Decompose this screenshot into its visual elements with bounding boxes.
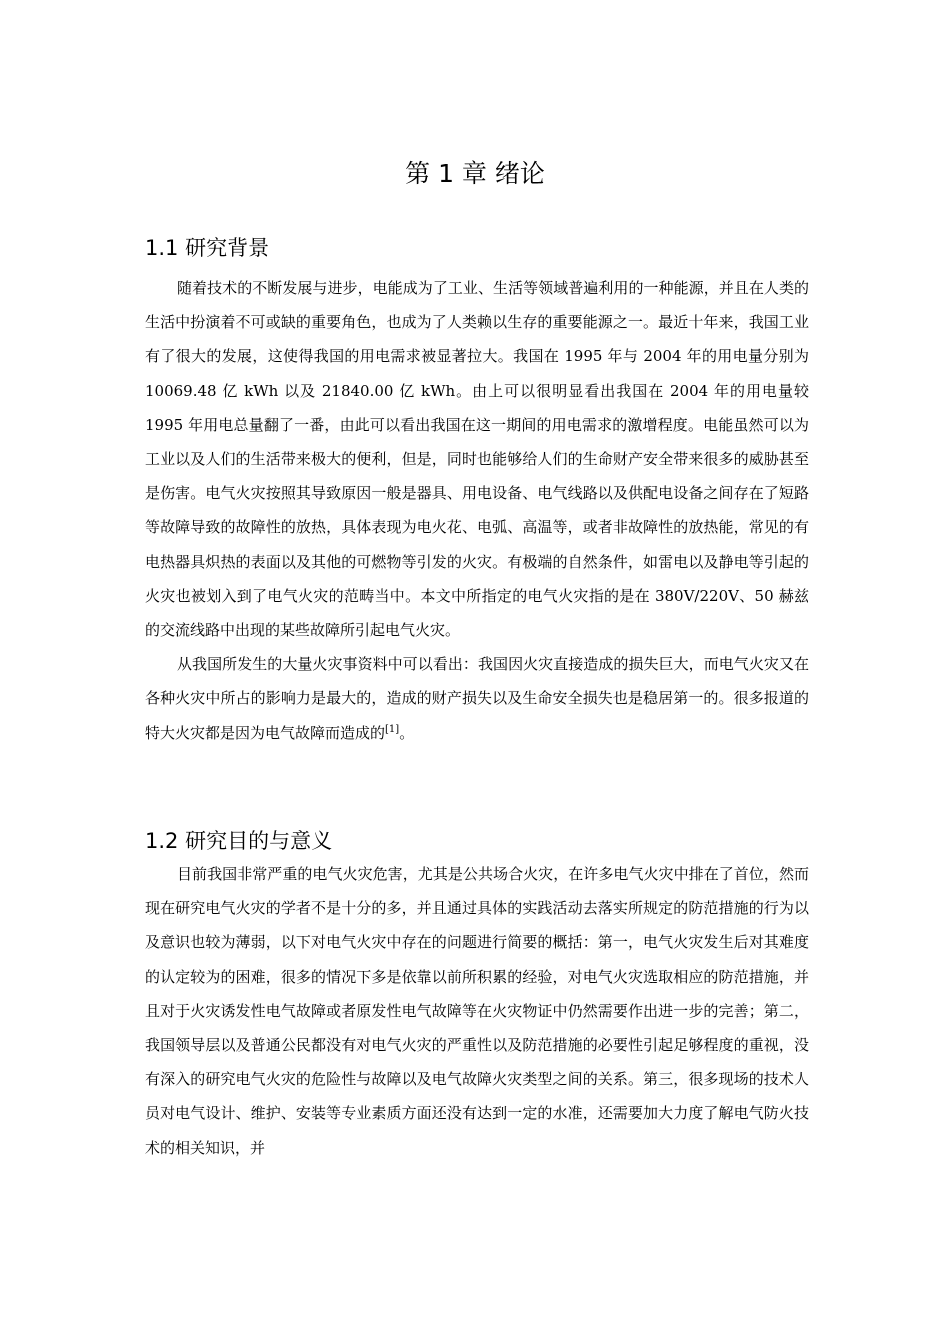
paragraph-tail: 。 [399, 723, 415, 742]
section-heading-purpose: 1.2 研究目的与意义 [145, 829, 333, 853]
chapter-title: 第 1 章 绪论 [405, 159, 545, 188]
paragraph [145, 647, 809, 750]
section-body-purpose [145, 857, 809, 1165]
citation-ref: [1] [385, 723, 400, 735]
paragraph: 目前我国非常严重的电气火灾危害，尤其是公共场合火灾，在许多电气火灾中排在了首位，然而现在研究电气火灾的学者不是十分的多，并且通过具体的实践活动去落实所规定的防范措施的行为以及意识也较为薄弱，以下对电气火灾中存在的问题进行简要的概括：第一，电气火灾发生后对其难度的认定较为的困难，很多的情况下多是依靠以前所积累的经验，对电气火灾选取相应的防范措施，并且对于火灾诱发性电气故障或者原发性电气故障等在火灾物证中仍然需要作出进一步的完善；第二，我国领导层以及普通公民都没有对电气火灾的严重性以及防范措施的必要性引起足够程度的重视，没有深入的研究电气火灾的危险性与故障以及电气故障火灾类型之间的关系。第三，很多现场的技术人员对电气设计、维护、安装等专业素质方面还没有达到一定的水准，还需要加大力度了解电气防火技术的相关知识，并 [145, 865, 809, 1157]
paragraph-text: 从我国所发生的大量火灾事资料中可以看出：我国因火灾直接造成的损失巨大，而电气火灾又在各种火灾中所占的影响力是最大的，造成的财产损失以及生命安全损失也是稳居第一的。很多报道的特大火灾都是因为电气故障而造成的 [145, 655, 809, 742]
section-heading-background: 1.1 研究背景 [145, 236, 270, 260]
section-body-background [145, 271, 809, 750]
paragraph: 随着技术的不断发展与进步，电能成为了工业、生活等领域普遍利用的一种能源，并且在人类的生活中扮演着不可或缺的重要角色，也成为了人类赖以生存的重要能源之一。最近十年来，我国工业有了很大的发展，这使得我国的用电需求被显著拉大。我国在 1995 年与 2004 年的用电量分别为 10069.48 亿 kWh 以及 21840.00 亿 kWh。由上可以很明显看出我国在 2004 年的用电量较 1995 年用电总量翻了一番，由此可以看出我国在这一期间的用电需求的激增程度。电能虽然可以为工业以及人们的生活带来极大的便利，但是，同时也能够给人们的生命财产安全带来很多的威胁甚至是伤害。电气火灾按照其导致原因一般是器具、用电设备、电气线路以及供配电设备之间存在了短路等故障导致的故障性的放热，具体表现为电火花、电弧、高温等，或者非故障性的放热能，常见的有电热器具炽热的表面以及其他的可燃物等引发的火灾。有极端的自然条件，如雷电以及静电等引起的火灾也被划入到了电气火灾的范畴当中。本文中所指定的电气火灾指的是在 380V/220V、50 赫兹的交流线路中出现的某些故障所引起电气火灾。 [145, 279, 809, 640]
